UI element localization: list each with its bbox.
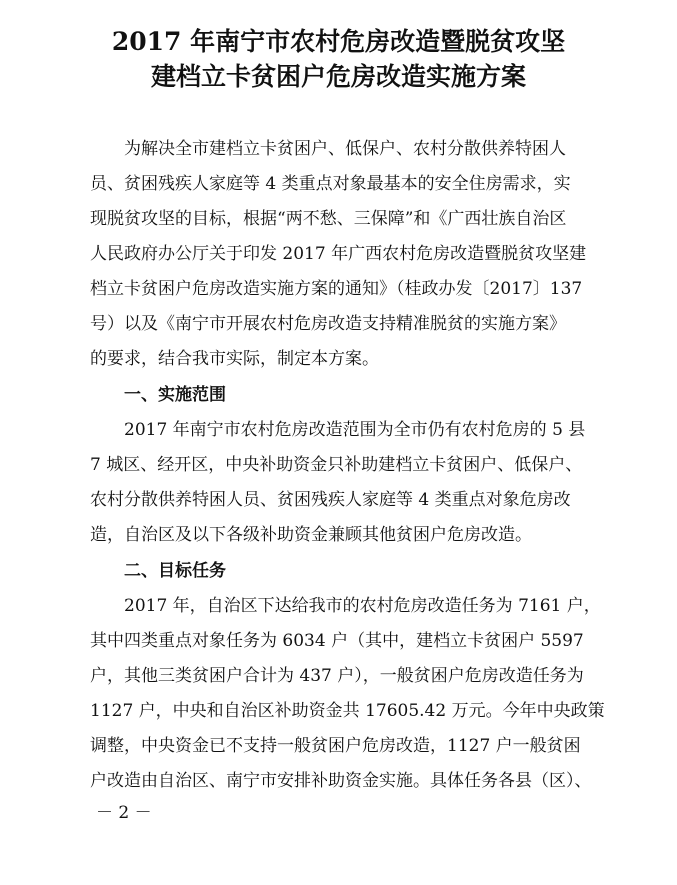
section-heading-1: 一、实施范围	[124, 385, 226, 405]
body-line-17: 户改造由自治区、南宁市安排补助资金实施。具体任务各县（区）、	[90, 771, 592, 791]
body-line-10: 农村分散供养特困人员、贫困残疾人家庭等 4 类重点对象危房改	[90, 490, 571, 510]
body-line-12: 2017 年，自治区下达给我市的农村危房改造任务为 7161 户，	[124, 596, 601, 616]
section-heading-2: 二、目标任务	[124, 561, 226, 581]
body-line-3: 现脱贫攻坚的目标，根据“两不愁、三保障”和《广西壮族自治区	[90, 209, 567, 229]
body-line-16: 调整，中央资金已不支持一般贫困户危房改造，1127 户一般贫困	[90, 736, 581, 756]
document-title-line-2: 建档立卡贫困户危房改造实施方案	[150, 62, 526, 91]
body-line-8: 2017 年南宁市农村危房改造范围为全市仍有农村危房的 5 县	[124, 420, 586, 440]
body-line-15: 1127 户，中央和自治区补助资金共 17605.42 万元。今年中央政策	[90, 701, 605, 721]
body-line-4: 人民政府办公厅关于印发 2017 年广西农村危房改造暨脱贫攻坚建	[90, 244, 587, 264]
body-line-2: 员、贫困残疾人家庭等 4 类重点对象最基本的安全住房需求，实	[90, 174, 571, 194]
body-line-5: 档立卡贫困户危房改造实施方案的通知》（桂政办发〔2017〕137	[90, 279, 583, 299]
body-line-14: 户，其他三类贫困户合计为 437 户），一般贫困户危房改造任务为	[90, 666, 584, 686]
page-number: － 2 －	[96, 803, 152, 823]
body-line-11: 造，自治区及以下各级补助资金兼顾其他贫困户危房改造。	[90, 525, 532, 545]
body-line-1: 为解决全市建档立卡贫困户、低保户、农村分散供养特困人	[124, 139, 566, 159]
body-line-7: 的要求，结合我市实际，制定本方案。	[90, 349, 379, 369]
body-line-13: 其中四类重点对象任务为 6034 户（其中，建档立卡贫困户 5597	[90, 631, 584, 651]
document-title-line-1: 2017 年南宁市农村危房改造暨脱贫攻坚	[111, 27, 566, 56]
body-line-6: 号）以及《南宁市开展农村危房改造支持精准脱贫的实施方案》	[90, 314, 566, 334]
body-line-9: 7 城区、经开区，中央补助资金只补助建档立卡贫困户、低保户、	[90, 455, 583, 475]
